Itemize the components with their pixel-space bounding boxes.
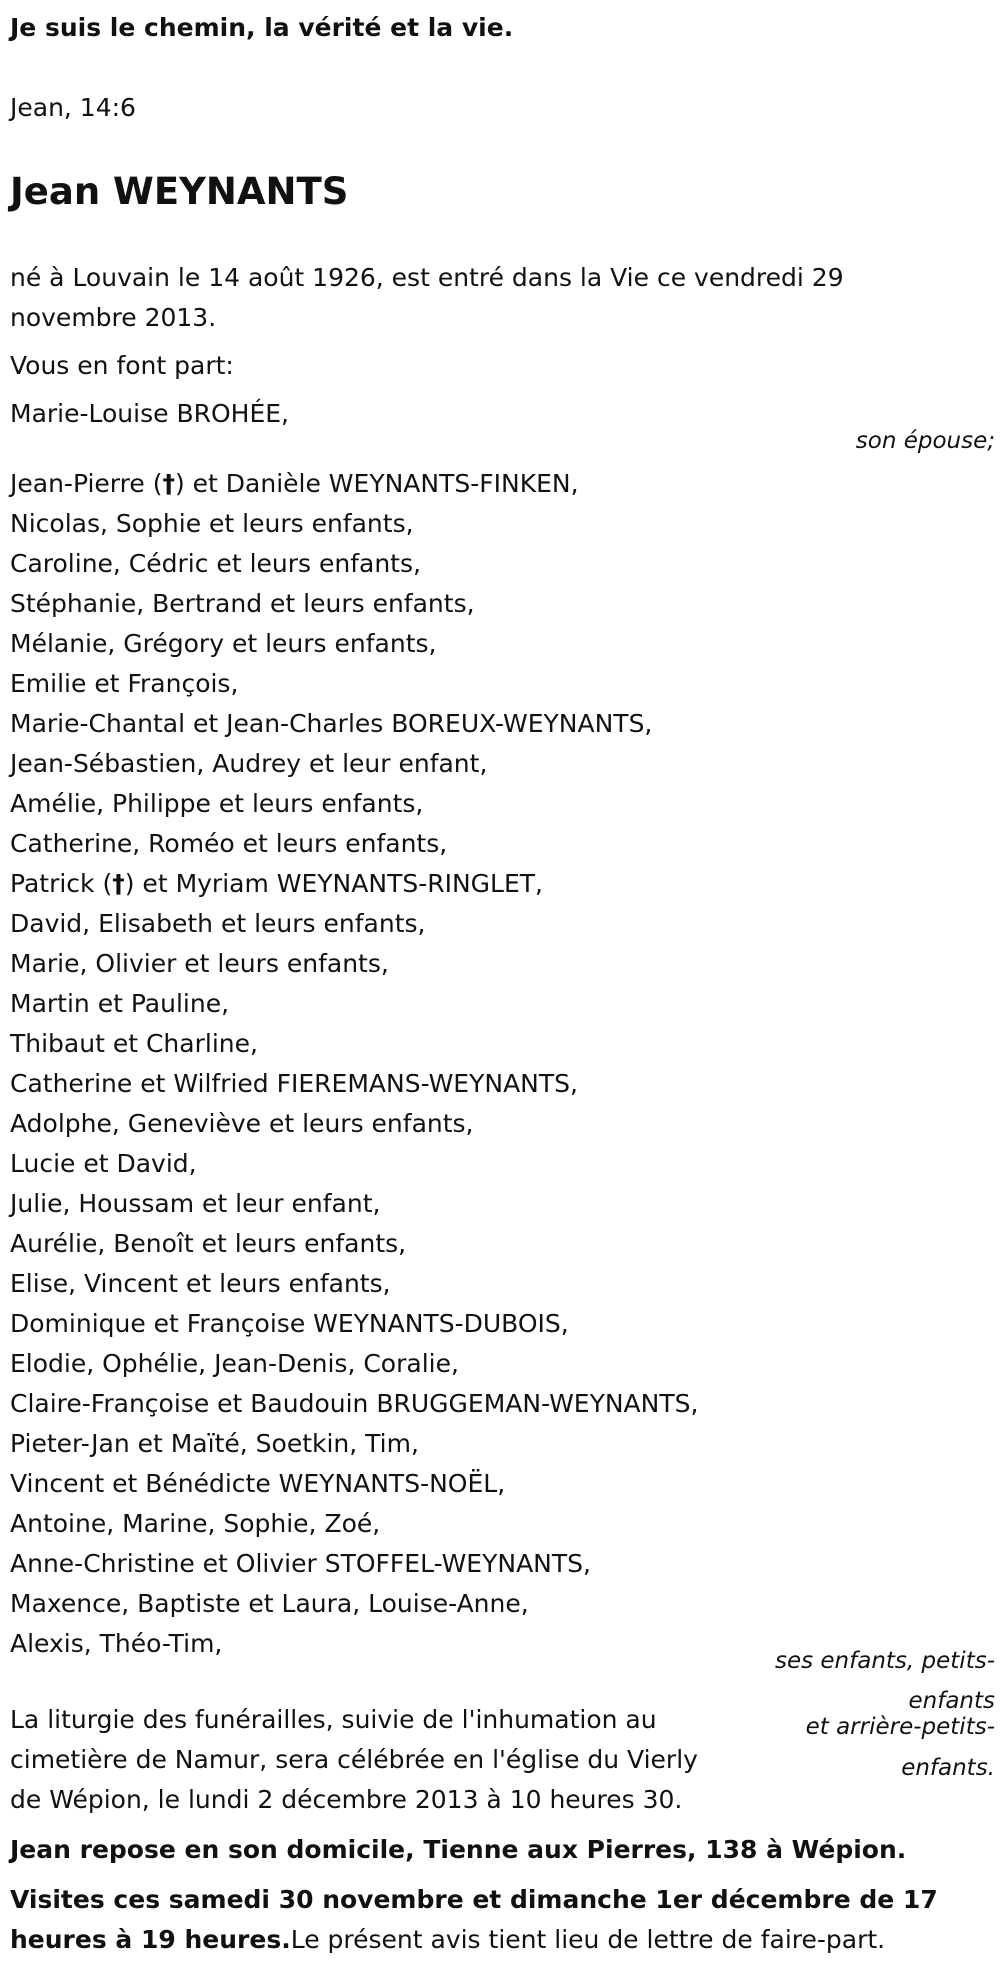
family-line: Antoine, Marine, Sophie, Zoé, <box>10 1509 381 1538</box>
visits-line-1: Visites ces samedi 30 novembre et dimanche 1er décembre de 17 <box>10 1885 938 1914</box>
family-role-line-3: et arrière-petits- <box>805 1714 995 1740</box>
family-role-line-1: ses enfants, petits- <box>774 1648 995 1674</box>
deceased-name: Jean WEYNANTS <box>10 170 349 213</box>
family-line: Vincent et Bénédicte WEYNANTS-NOËL, <box>10 1469 506 1498</box>
family-line: Julie, Houssam et leur enfant, <box>10 1189 381 1218</box>
family-line: Jean-Pierre (†) et Danièle WEYNANTS-FINKEN, <box>10 469 579 498</box>
family-line: Claire-Françoise et Baudouin BRUGGEMAN-WEYNANTS, <box>10 1389 699 1418</box>
family-line: Nicolas, Sophie et leurs enfants, <box>10 509 414 538</box>
family-line: David, Elisabeth et leurs enfants, <box>10 909 426 938</box>
family-role-line-4: enfants. <box>901 1755 995 1781</box>
family-line: Amélie, Philippe et leurs enfants, <box>10 789 424 818</box>
birth-death-line-2: novembre 2013. <box>10 303 217 332</box>
family-line: Catherine, Roméo et leurs enfants, <box>10 829 448 858</box>
liturgy-line-2: cimetière de Namur, sera célébrée en l'église du Vierly <box>10 1745 698 1774</box>
family-line: Elise, Vincent et leurs enfants, <box>10 1269 391 1298</box>
family-line: Dominique et Françoise WEYNANTS-DUBOIS, <box>10 1309 569 1338</box>
family-line: Thibaut et Charline, <box>10 1029 258 1058</box>
family-line: Caroline, Cédric et leurs enfants, <box>10 549 421 578</box>
rest-place: Jean repose en son domicile, Tienne aux Pierres, 138 à Wépion. <box>10 1835 907 1864</box>
liturgy-line-3: de Wépion, le lundi 2 décembre 2013 à 10 heures 30. <box>10 1785 683 1814</box>
spouse-name: Marie-Louise BROHÉE, <box>10 399 289 428</box>
announce-label: Vous en font part: <box>10 351 234 380</box>
family-line: Patrick (†) et Myriam WEYNANTS-RINGLET, <box>10 869 543 898</box>
family-line: Stéphanie, Bertrand et leurs enfants, <box>10 589 475 618</box>
family-line: Mélanie, Grégory et leurs enfants, <box>10 629 437 658</box>
family-line: Maxence, Baptiste et Laura, Louise-Anne, <box>10 1589 529 1618</box>
family-line: Pieter-Jan et Maïté, Soetkin, Tim, <box>10 1429 419 1458</box>
spouse-role: son épouse; <box>855 428 995 454</box>
cross-icon: † <box>112 869 125 898</box>
birth-death-line-1: né à Louvain le 14 août 1926, est entré dans la Vie ce vendredi 29 <box>10 263 844 292</box>
family-line: Catherine et Wilfried FIEREMANS-WEYNANTS, <box>10 1069 578 1098</box>
family-line: Lucie et David, <box>10 1149 197 1178</box>
visits-hours: heures à 19 heures. <box>10 1925 291 1954</box>
visits-line-2 <box>10 1920 885 1960</box>
family-line: Anne-Christine et Olivier STOFFEL-WEYNANTS, <box>10 1549 591 1578</box>
family-line: Martin et Pauline, <box>10 989 230 1018</box>
visits-note: Le présent avis tient lieu de lettre de faire-part. <box>290 1925 886 1954</box>
liturgy-line-1: La liturgie des funérailles, suivie de l'inhumation au <box>10 1705 657 1734</box>
family-line: Marie, Olivier et leurs enfants, <box>10 949 389 978</box>
family-line: Marie-Chantal et Jean-Charles BOREUX-WEYNANTS, <box>10 709 653 738</box>
family-line: Elodie, Ophélie, Jean-Denis, Coralie, <box>10 1349 459 1378</box>
family-line: Aurélie, Benoît et leurs enfants, <box>10 1229 407 1258</box>
family-role-line-2: enfants <box>908 1688 995 1714</box>
family-line: Alexis, Théo-Tim, <box>10 1629 223 1658</box>
epigraph-reference: Jean, 14:6 <box>10 93 136 122</box>
family-line: Emilie et François, <box>10 669 239 698</box>
family-line: Adolphe, Geneviève et leurs enfants, <box>10 1109 474 1138</box>
epigraph-quote: Je suis le chemin, la vérité et la vie. <box>10 13 514 42</box>
cross-icon: † <box>162 469 175 498</box>
family-line: Jean-Sébastien, Audrey et leur enfant, <box>10 749 488 778</box>
